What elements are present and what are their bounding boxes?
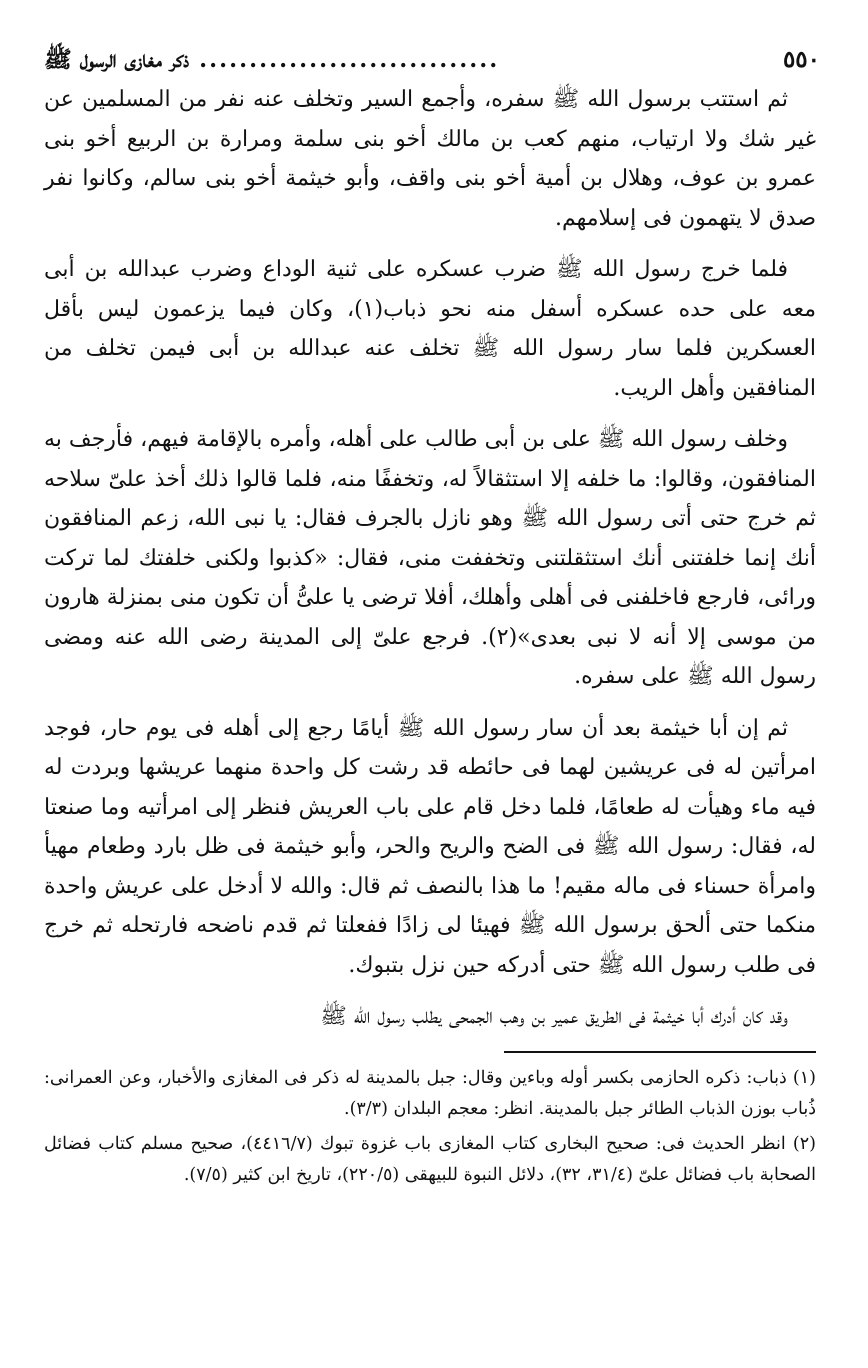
paragraph-2: فلما خرج رسول الله ﷺ ضرب عسكره على ثنية الوداع وضرب عبدالله بن أبى معه على حده عسكره أسفل منه نحو ذباب(١)، وكان فيما يزعمون ليس بأقل العسكرين فلما سار رسول الله ﷺ تخلف عنه عبدالله بن أبى فيمن تخلف من المنافقين وأهل الريب.	[44, 257, 816, 401]
footnote-2: (٢) انظر الحديث فى: صحيح البخارى كتاب المغازى باب غزوة تبوك (٤٤١٦/٧)، صحيح مسلم كتاب فضائل الصحابة باب فضائل علىّ (٣١/٤، ٣٢)، دلائل النبوة للبيهقى (٢٢٠/٥)، تاريخ ابن كثير (٧/٥).	[44, 1133, 816, 1185]
main-text	[44, 80, 816, 1037]
page-number: ٥٥٠	[782, 46, 820, 73]
running-header	[44, 42, 820, 78]
paragraph-4: ثم إن أبا خيثمة بعد أن سار رسول الله ﷺ أيامًا رجع إلى أهله فى يوم حار، فوجد امرأتين له فى عريشين لهما فى حائطه قد رشت كل واحدة منهما عريشها وبردت له فيه ماء وهيأت له طعامًا، فلما دخل قام على باب العريش فنظر إلى امرأتيه وما صنعتا له، فقال: رسول الله ﷺ فى الضح والريح والحر، وأبو خيثمة فى ظل بارد وطعام مهيأ وامرأة حسناء فى ماله مقيم! ما هذا بالنصف ثم قال: والله لا أدخل على عريش واحدة منكما حتى ألحق برسول الله ﷺ فهيئا لى زادًا ففعلتا ثم قدم ناضحه فارتحله ثم خرج فى طلب رسول الله ﷺ حتى أدركه حين نزل بتبوك.	[44, 715, 816, 978]
paragraph-1: ثم استتب برسول الله ﷺ سفره، وأجمع السير وتخلف عنه نفر من المسلمين عن غير شك ولا ارتياب، منهم كعب بن مالك أخو بنى سلمة ومرارة بن الربيع أخو بنى عمرو بن عوف، وهلال بن أمية أخو بنى واقف، وأبو خيثمة أخو بنى سالم، وكانوا نفر صدق لا يتهمون فى إسلامهم.	[44, 87, 816, 231]
footnote-separator	[504, 1051, 816, 1053]
paragraph-5: وقد كان أدرك أبا خيثمة فى الطريق عمير بن وهب الجمحى يطلب رسول الله ﷺ	[320, 1004, 788, 1029]
footnotes	[44, 1063, 816, 1191]
paragraph-3: وخلف رسول الله ﷺ على بن أبى طالب على أهله، وأمره بالإقامة فيهم، فأرجف به المنافقون، وقالوا: ما خلفه إلا استثقالاً له، وتخففًا منه، فلما قالوا ذلك أخذ علىّ سلاحه ثم خرج حتى أتى رسول الله ﷺ وهو نازل بالجرف فقال: يا نبى الله، زعم المنافقون أنك إنما خلفتنى أنك استثقلتنى وتخففت منى، فقال: «كذبوا ولكنى خلفتك لما تركت ورائى، فارجع فاخلفنى فى أهلى وأهلك، أفلا ترضى يا علىُّ أن تكون منى بمنزلة هارون من موسى إلا أنه لا نبى بعدى»(٢). فرجع علىّ إلى المدينة رضى الله عنه ومضى رسول الله ﷺ على سفره.	[44, 427, 816, 689]
header-title: ذكر مغازى الرسول ﷺ	[44, 46, 190, 73]
header-leader-dots: ..............................	[199, 46, 500, 73]
footnote-1: (١) ذباب: ذكره الحازمى بكسر أوله وباءين وقال: جبل بالمدينة له ذكر فى المغازى والأخبار، وعن العمرانى: ذُباب بوزن الذباب الطائر جبل بالمدينة. انظر: معجم البلدان (٣/٣).	[44, 1067, 816, 1119]
